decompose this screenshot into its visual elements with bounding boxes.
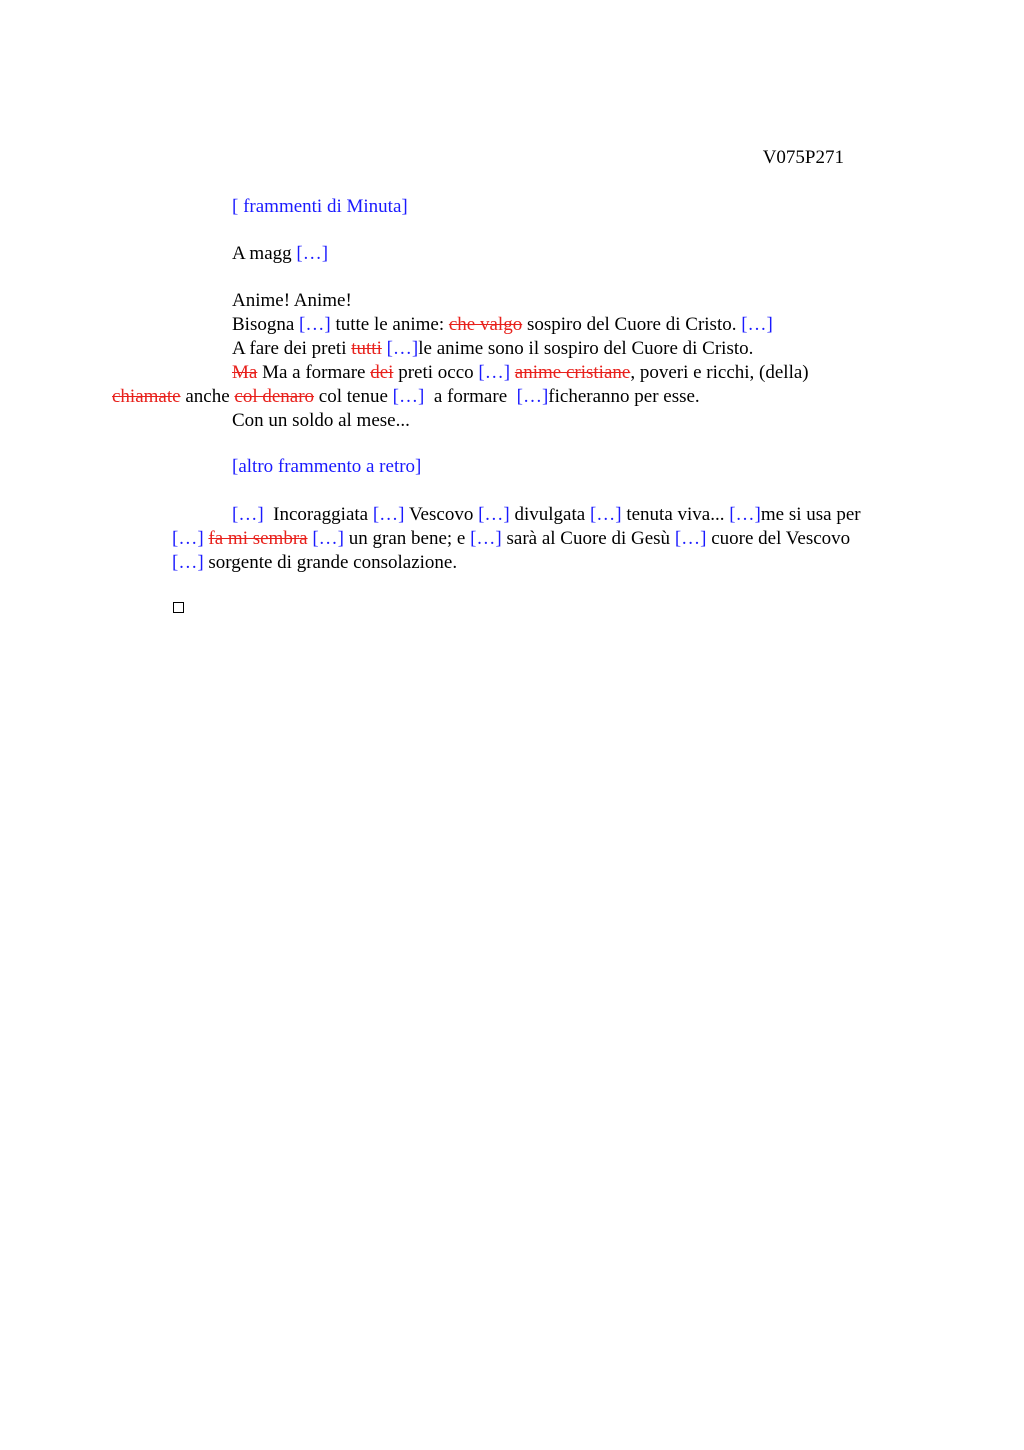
deleted-text: chiamate (112, 386, 181, 407)
text-fragment: sorgente di grande consolazione. (208, 552, 458, 573)
text-fragment: me si usa per (760, 504, 861, 525)
line-a-magg (172, 242, 984, 266)
text-fragment: sarà al Cuore di Gesù (506, 528, 671, 549)
text-fragment: Incoraggiata (273, 504, 369, 525)
retro-fragment (172, 503, 924, 575)
gap-marker: […] (470, 528, 502, 549)
text-fragment: Ma a formare (262, 362, 366, 383)
deleted-text: col denaro (234, 386, 315, 407)
deleted-text: anime cristiane (514, 362, 631, 383)
gap-marker: […] (372, 504, 405, 525)
end-square-glyph (173, 602, 184, 613)
gap-marker: […] (741, 314, 773, 335)
editorial-note: [altro frammento a retro] (232, 456, 422, 477)
line-a-fare (172, 337, 924, 361)
text-fragment: Vescovo (408, 504, 474, 525)
gap-marker: […] (674, 528, 707, 549)
gap-marker: […] (172, 528, 204, 549)
section-title-minuta (172, 195, 984, 219)
text-fragment: A magg (232, 243, 292, 264)
gap-marker: […] (299, 314, 331, 335)
text-fragment: A fare dei preti (232, 338, 347, 359)
deleted-text: tutti (351, 338, 382, 359)
text-fragment: tutte le anime: (335, 314, 445, 335)
deleted-text: Ma (232, 362, 258, 383)
text-fragment: preti occo (398, 362, 474, 383)
gap-marker: […] (729, 504, 761, 525)
text-fragment: anche (185, 386, 230, 407)
deleted-text: fa mi sembra (208, 528, 308, 549)
gap-marker: […] (478, 504, 510, 525)
gap-marker: […] (312, 528, 344, 549)
line-bisogna (172, 313, 924, 337)
gap-marker: […] (516, 386, 549, 407)
text-fragment: , poveri e ricchi, (della) (630, 362, 809, 383)
text-fragment: ficheranno per esse. (548, 386, 700, 407)
page-identifier: V075P271 (762, 147, 844, 168)
text-fragment: Bisogna (232, 314, 295, 335)
text-fragment: le anime sono il sospiro del Cuore di Cristo. (418, 338, 754, 359)
text-fragment: divulgata (514, 504, 586, 525)
paragraph-incoraggiata (172, 503, 924, 575)
paragraph-ma-a-formare (112, 361, 924, 409)
deleted-text: che valgo (448, 314, 523, 335)
gap-marker: […] (296, 243, 329, 264)
main-fragment (112, 289, 924, 433)
gap-marker: […] (232, 504, 264, 525)
gap-marker: […] (386, 338, 419, 359)
line-con-un-soldo: Con un soldo al mese... (232, 410, 410, 431)
gap-marker: […] (589, 504, 622, 525)
text-fragment: sospiro del Cuore di Cristo. (526, 314, 737, 335)
gap-marker: […] (392, 386, 425, 407)
text-fragment: col tenue (318, 386, 388, 407)
deleted-text: dei (370, 362, 394, 383)
section-title-retro (172, 455, 984, 479)
line-anime: Anime! Anime! (232, 290, 352, 311)
text-fragment: tenuta viva... (626, 504, 725, 525)
text-fragment: a formare (433, 386, 508, 407)
gap-marker: […] (478, 362, 511, 383)
gap-marker: […] (172, 552, 204, 573)
editorial-note: [ frammenti di Minuta] (232, 196, 408, 217)
text-fragment: cuore del Vescovo (711, 528, 851, 549)
text-fragment: un gran bene; e (348, 528, 466, 549)
